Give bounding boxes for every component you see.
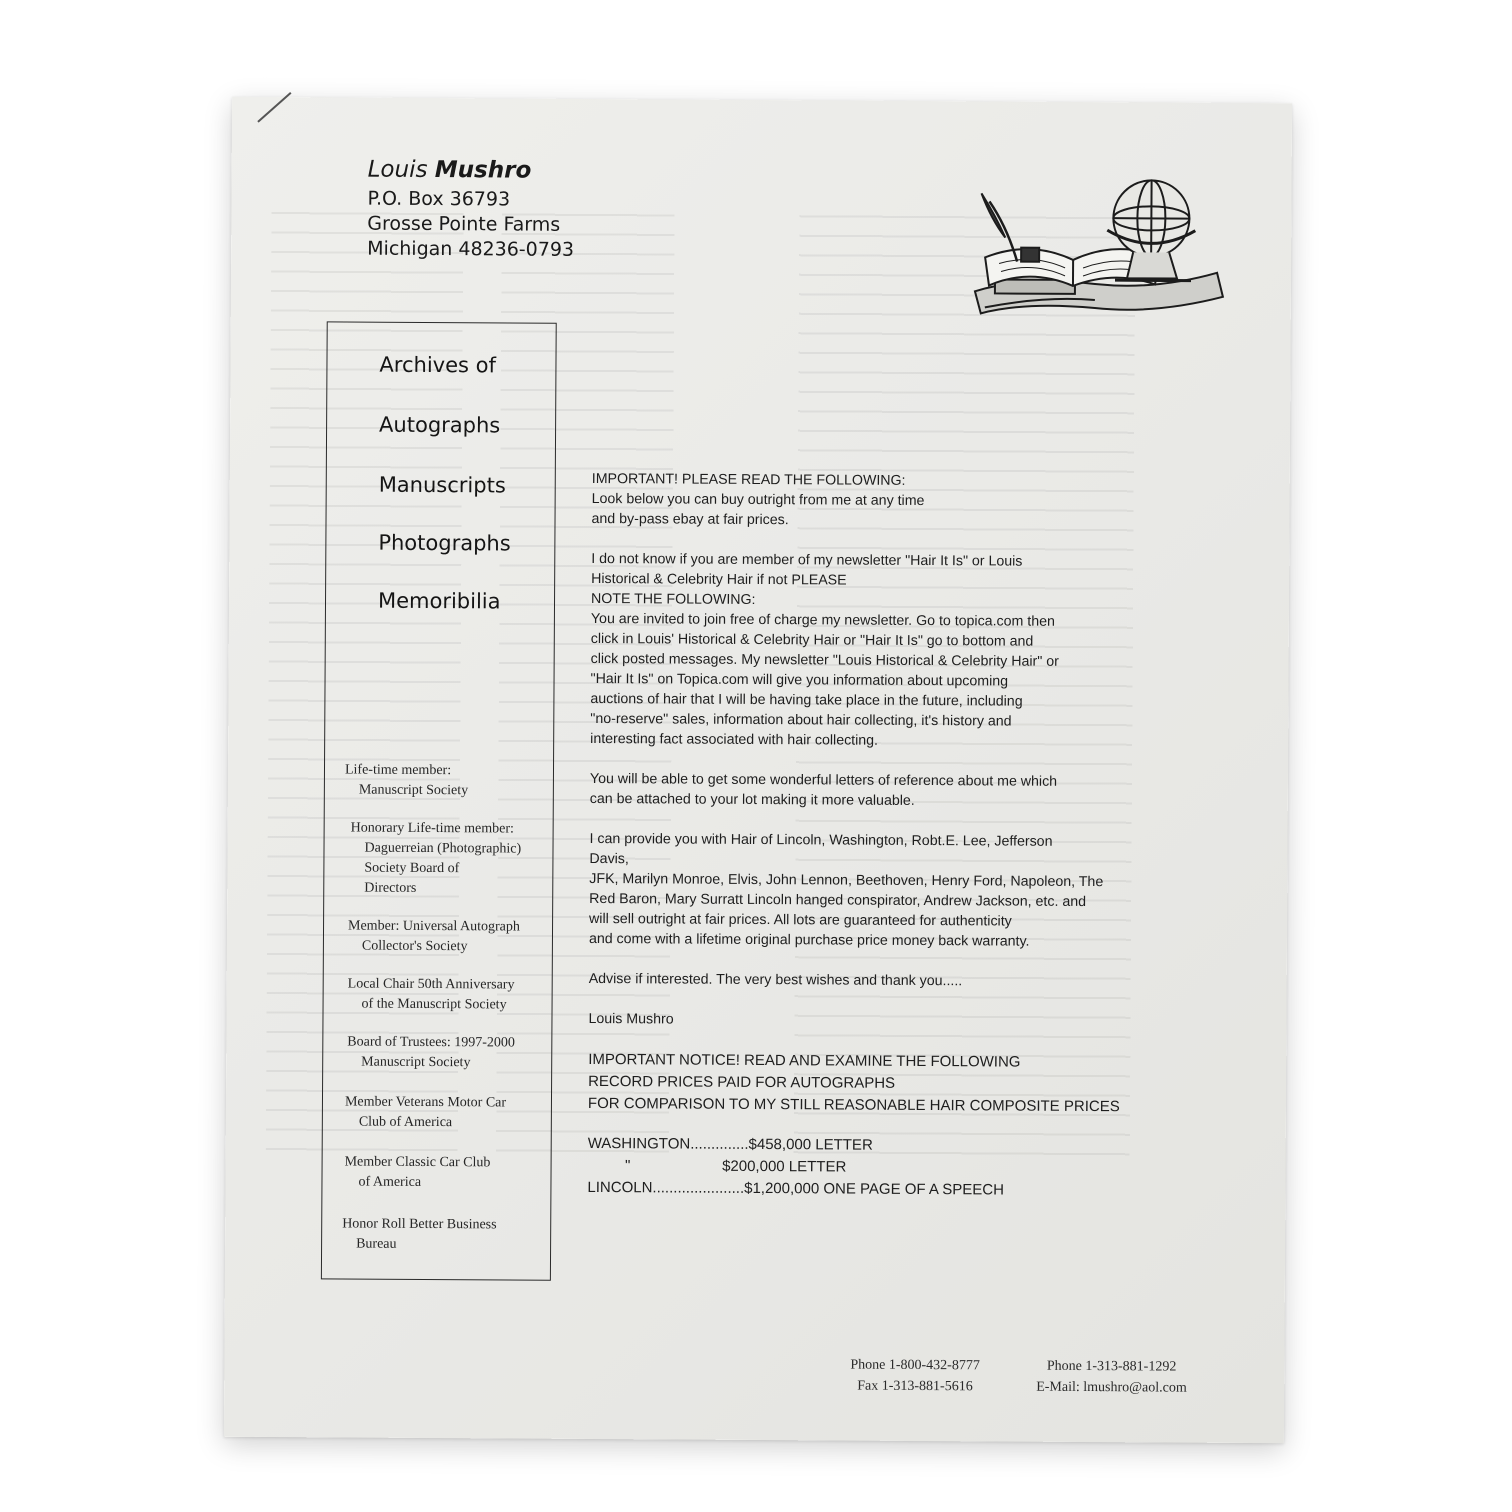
staple-mark xyxy=(257,92,291,123)
membership-entry: Member Veterans Motor Car Club of America xyxy=(344,1094,507,1131)
contact-phones xyxy=(850,1355,980,1398)
address-line: Michigan 48236-0793 xyxy=(367,237,575,261)
record-prices-notice: IMPORTANT NOTICE! READ AND EXAMINE THE FOLLOWING RECORD PRICES PAID FOR AUTOGRAPHS FOR COMPARISON TO MY STILL REASONABLE HAIR COMPOSITE PRICES xyxy=(587,1050,1120,1116)
signature: Louis Mushro xyxy=(588,1010,674,1028)
price-row: WASHINGTON..............$458,000 LETTER xyxy=(587,1134,873,1154)
price-list xyxy=(587,1133,1187,1203)
category-label: Memoribilia xyxy=(377,588,501,614)
price-row: " $200,000 LETTER xyxy=(587,1156,847,1176)
membership-entry: Honor Roll Better Business Bureau xyxy=(342,1216,497,1252)
membership-entry: Member Classic Car Club of America xyxy=(344,1154,491,1190)
letter-body xyxy=(587,469,1191,1203)
fax-number: Fax 1-313-881-5616 xyxy=(857,1378,973,1395)
paragraph: You will be able to get some wonderful letters of reference about me which can be attached to your lot making it more valuable. xyxy=(589,770,1058,809)
contact-secondary xyxy=(1036,1356,1187,1399)
document-page xyxy=(224,97,1292,1443)
price-row: LINCOLN......................$1,200,000 ONE PAGE OF A SPEECH xyxy=(587,1178,1005,1199)
letterhead xyxy=(367,158,575,263)
phone-number: Phone 1-800-432-8777 xyxy=(850,1357,980,1374)
membership-entry: Board of Trustees: 1997-2000 Manuscript Society xyxy=(347,1034,515,1071)
paragraph: I do not know if you are member of my newsletter "Hair It Is" or Louis Historical & Celebrity Hair if not PLEASE NOTE THE FOLLOWING: You are invited to join free of charge my newsletter. Go to topica.com then click in Louis' Historical & Celebrity Hair or "Hair It Is" go to bottom and click posted messages. My newsletter "Louis Historical & Celebrity Hair" or "Hair It Is" on Topica.com will give you information about upcoming auctions of hair that I will be having take place in the future, including "no-reserve" sales, information about hair collecting, it's history and interesting fact associated with hair collecting. xyxy=(590,550,1059,749)
address-line: Grosse Pointe Farms xyxy=(367,212,561,236)
membership-entry: Member: Universal Autograph Collector's Society xyxy=(347,918,520,955)
category-label: Archives of xyxy=(379,352,496,378)
category-label: Autographs xyxy=(379,412,501,438)
email-address: E-Mail: lmushro@aol.com xyxy=(1036,1379,1187,1396)
membership-entry: Local Chair 50th Anniversary of the Manuscript Society xyxy=(347,976,515,1013)
letterhead-name: Louis Mushro xyxy=(367,156,532,184)
paragraph: I can provide you with Hair of Lincoln, Washington, Robt.E. Lee, Jefferson Davis, JFK, Marilyn Monroe, Elvis, John Lennon, Beethoven, Henry Ford, Napoleon, The Red Baron, Mary Surratt Lincoln hanged conspirator, Andrew Jackson, etc. and will sell outright at fair prices. All lots are guaranteed for authenticity and come with a lifetime original purchase price money back warranty. xyxy=(588,830,1104,950)
membership-entry: Life-time member: Manuscript Society xyxy=(344,762,469,799)
paragraph: IMPORTANT! PLEASE READ THE FOLLOWING: Look below you can buy outright from me at any time and by-pass ebay at fair prices. xyxy=(591,470,925,529)
globe-book-quill-icon xyxy=(955,167,1232,319)
category-label: Photographs xyxy=(378,530,511,556)
phone-number: Phone 1-313-881-1292 xyxy=(1046,1358,1177,1375)
membership-entry: Honorary Life-time member: Daguerreian (Photographic) Society Board of Directors xyxy=(350,820,522,896)
paragraph: Advise if interested. The very best wishes and thank you..... xyxy=(588,970,963,990)
category-label: Manuscripts xyxy=(378,472,506,498)
address-line: P.O. Box 36793 xyxy=(367,187,511,211)
membership-sidebar xyxy=(321,321,557,1280)
